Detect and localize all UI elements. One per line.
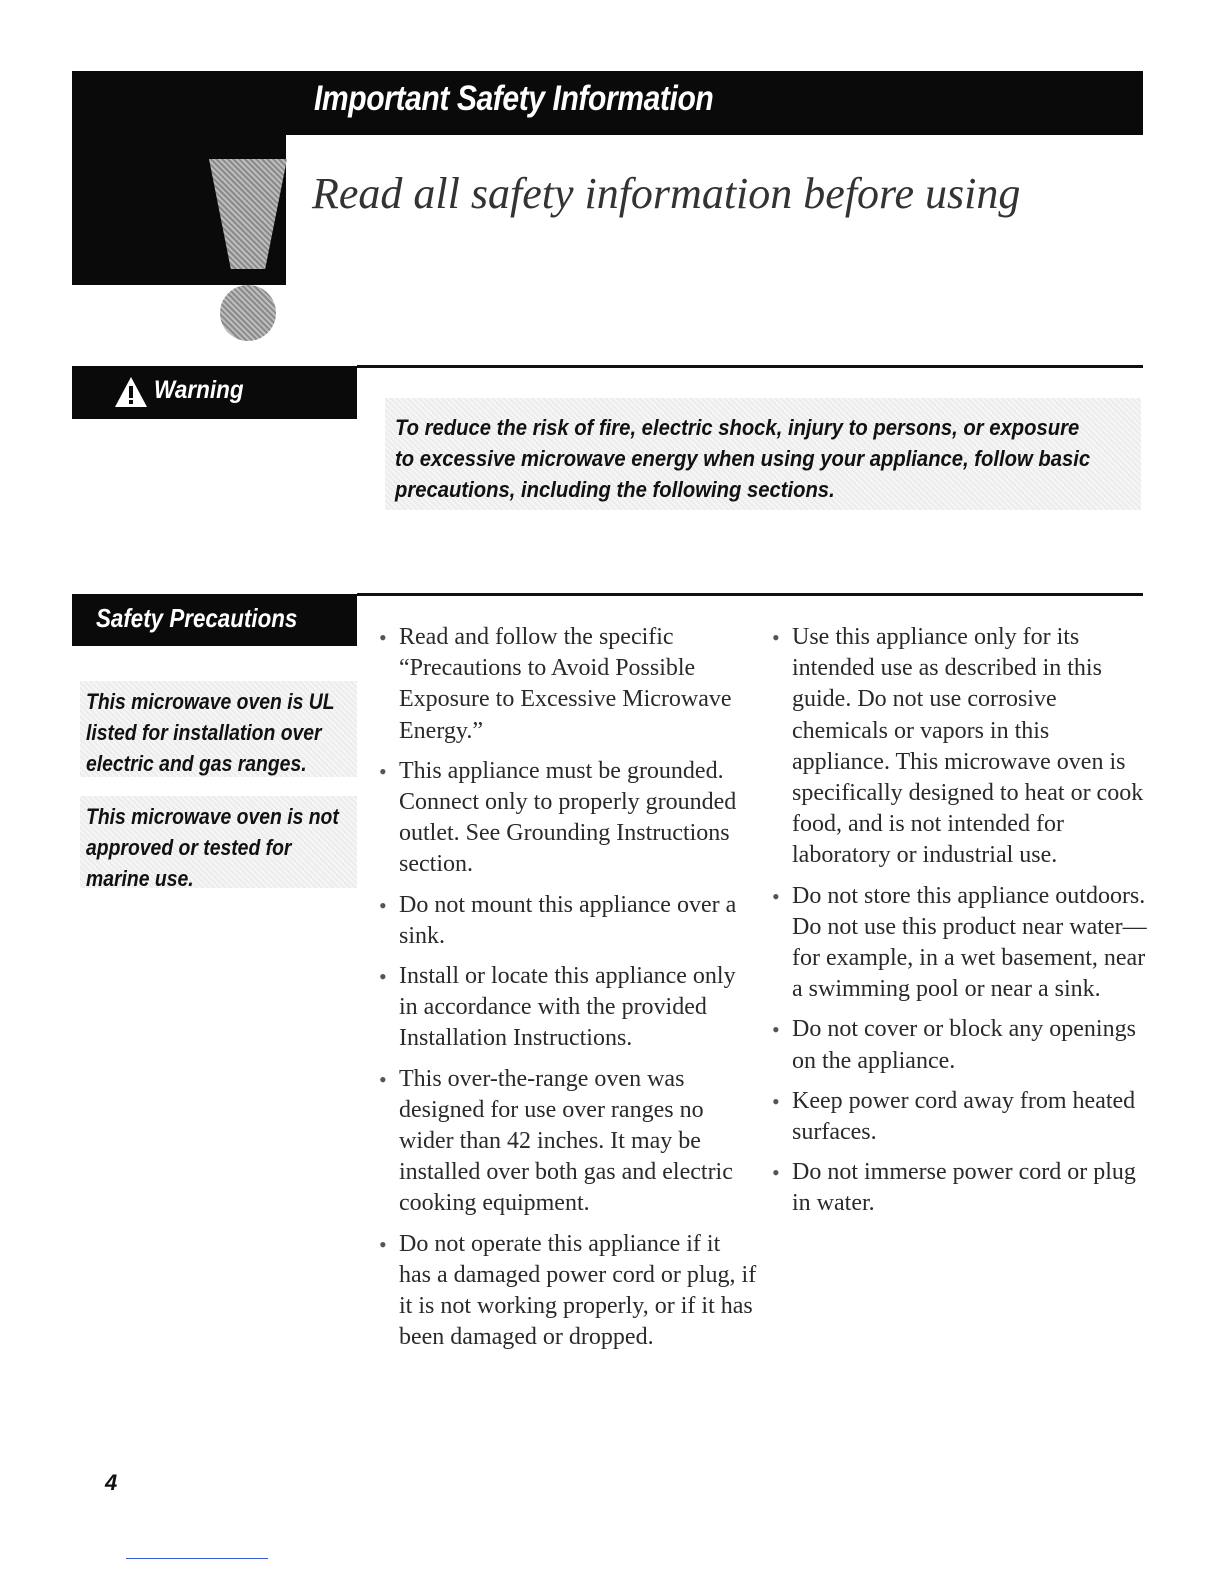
precautions-list-left [378,622,758,1362]
safety-precautions-tab [72,594,357,646]
list-item: • This appliance must be grounded. Connect only to properly grounded outlet. See Grounding Instructions section. [378,756,758,881]
precautions-list-right [771,622,1151,1229]
header-icon-block [72,71,286,285]
list-item: • Do not cover or block any openings on the appliance. [771,1014,1151,1076]
list-item: • Do not operate this appliance if it has a damaged power cord or plug, if it is not working properly, or if it has been damaged or dropped. [378,1229,758,1354]
list-item: • This over-the-range oven was designed for use over ranges no wider than 42 inches. It may be installed over both gas and electric cooking equipment. [378,1064,758,1220]
list-item: • Read and follow the specific “Precautions to Avoid Possible Exposure to Excessive Microwave Energy.” [378,622,758,747]
list-item: • Do not mount this appliance over a sink. [378,890,758,952]
note-box [80,796,357,891]
note-box [80,681,357,777]
warning-label: Warning [154,376,244,404]
exclamation-icon [209,159,287,269]
warning-box [385,398,1141,510]
exclamation-dot-icon [220,285,276,341]
footer-divider [126,1558,268,1559]
title-bar [286,71,1143,135]
list-item: • Keep power cord away from heated surfaces. [771,1086,1151,1148]
list-item: • Install or locate this appliance only in accordance with the provided Installation Instructions. [378,961,758,1055]
safety-precautions-label: Safety Precautions [96,603,298,633]
page-number: 4 [105,1470,118,1495]
warning-text: To reduce the risk of fire, electric shock, injury to persons, or exposure to excessive microwave energy when using your appliance, follow basic precautions, including the following sections. [395,415,1091,502]
ul-listing-note: This microwave oven is UL listed for installation over electric and gas ranges. [86,689,335,776]
list-item: • Use this appliance only for its intended use as described in this guide. Do not use corrosive chemicals or vapors in this appliance. This microwave oven is specifically designed to heat or cook food, and is not intended for laboratory or industrial use. [771,622,1151,872]
list-item: • Do not immerse power cord or plug in water. [771,1157,1151,1219]
warning-tab [72,366,357,419]
warning-triangle-icon [114,376,148,408]
list-item: • Do not store this appliance outdoors. Do not use this product near water—for example, in a wet basement, near a swimming pool or near a sink. [771,881,1151,1006]
page-title: Important Safety Information [314,79,714,118]
page-subtitle: Read all safety information before using [312,169,1021,218]
marine-use-note: This microwave oven is not approved or tested for marine use. [86,804,339,891]
section-divider [357,593,1143,596]
section-divider [357,365,1143,368]
